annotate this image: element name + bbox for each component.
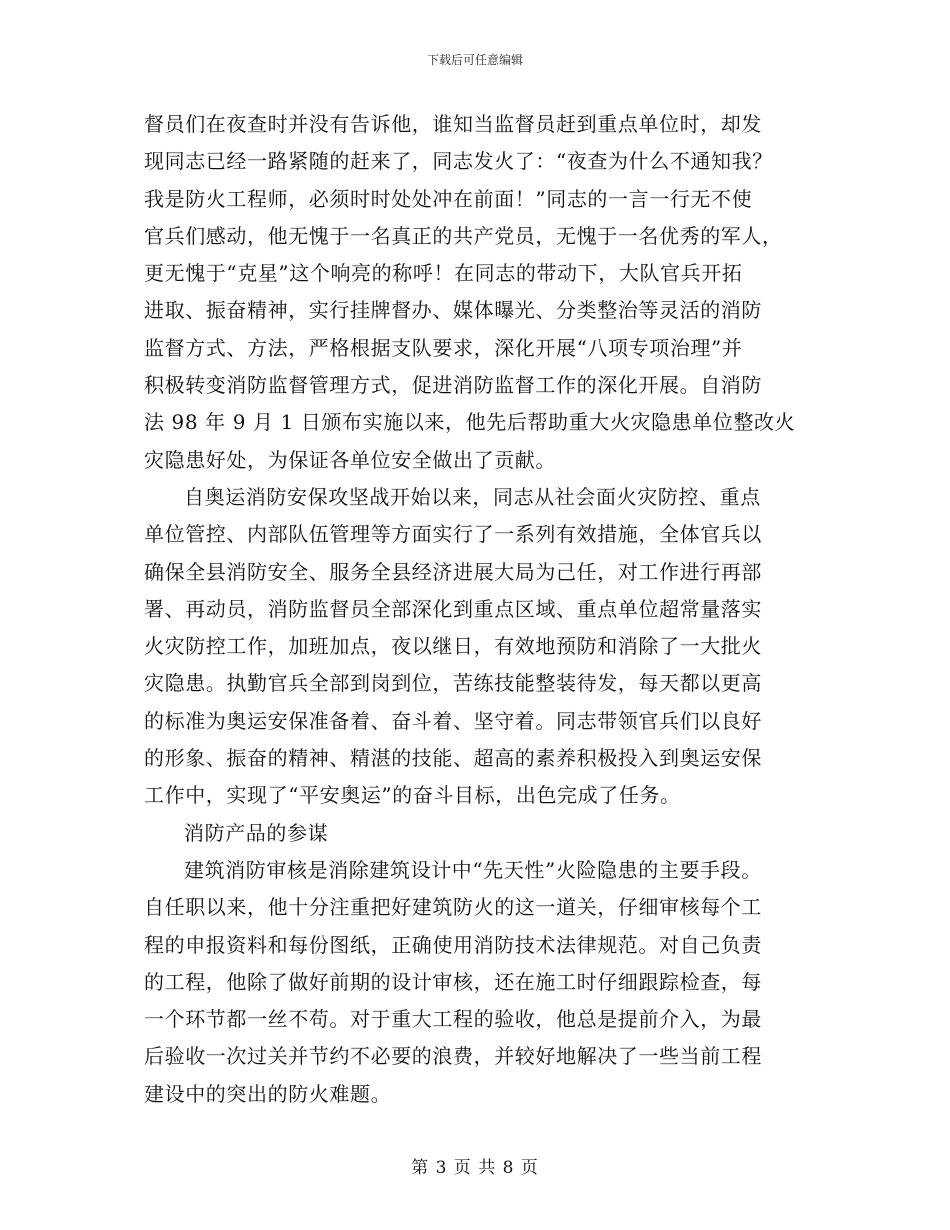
text-line: 的形象、振奋的精神、精湛的技能、超高的素养积极投入到奥运安保: [144, 746, 762, 771]
text-line: 署、再动员，消防监督员全部深化到重点区域、重点单位超常量落实: [144, 596, 762, 621]
text-line: 火灾防控工作，加班加点，夜以继日，有效地预防和消除了一大批火: [144, 634, 762, 659]
text-line: 监督方式、方法，严格根据支队要求，深化开展“八项专项治理”并: [144, 335, 743, 360]
text-line: 消防产品的参谋: [184, 820, 329, 845]
text-line: 官兵们感动，他无愧于一名真正的共产党员，无愧于一名优秀的军人，: [144, 223, 783, 248]
text-line: 确保全县消防安全、服务全县经济进展大局为己任，对工作进行再部: [144, 559, 762, 584]
text-line: 现同志已经一路紧随的赶来了，同志发火了：“夜查为什么不通知我？: [144, 149, 773, 174]
page-footer: 第 3 页 共 8 页: [411, 1158, 539, 1178]
text-line: 灾隐患好处，为保证各单位安全做出了贡献。: [144, 447, 556, 472]
text-line: 程的申报资料和每份图纸，正确使用消防技术法律规范。对自己负责: [144, 932, 762, 957]
text-line: 更无愧于“克星”这个响亮的称呼！在同志的带动下，大队官兵开拓: [144, 261, 743, 286]
text-line: 一个环节都一丝不苟。对于重大工程的验收，他总是提前介入，为最: [144, 1007, 762, 1032]
text-line: 建筑消防审核是消除建筑设计中“先天性”火险隐患的主要手段。: [184, 857, 762, 882]
text-line: 单位管控、内部队伍管理等方面实行了一系列有效措施，全体官兵以: [144, 522, 762, 547]
text-line: 自奥运消防安保攻坚战开始以来，同志从社会面火灾防控、重点: [184, 484, 761, 509]
text-line: 工作中，实现了“平安奥运”的奋斗目标，出色完成了任务。: [144, 783, 681, 808]
text-line: 进取、振奋精神，实行挂牌督办、媒体曝光、分类整治等灵活的消防: [144, 298, 762, 323]
text-line: 我是防火工程师，必须时时处处冲在前面！”同志的一言一行无不使: [144, 186, 753, 211]
text-line: 建设中的突出的防火难题。: [144, 1081, 392, 1106]
text-line: 督员们在夜查时并没有告诉他，谁知当监督员赶到重点单位时，却发: [144, 112, 762, 136]
document-body: [144, 106, 814, 1113]
text-line: 积极转变消防监督管理方式，促进消防监督工作的深化开展。自消防: [144, 373, 762, 398]
text-line: 灾隐患。执勤官兵全部到岗到位，苦练技能整装待发，每天都以更高: [144, 671, 762, 696]
text-line: 的工程，他除了做好前期的设计审核，还在施工时仔细跟踪检查，每: [144, 969, 762, 994]
text-line: 的标准为奥运安保准备着、奋斗着、坚守着。同志带领官兵们以良好: [144, 708, 762, 733]
text-line: 自任职以来，他十分注重把好建筑防火的这一道关，仔细审核每个工: [144, 895, 762, 920]
text-line: 后验收一次过关并节约不必要的浪费，并较好地解决了一些当前工程: [144, 1044, 762, 1069]
text-line: 法 98 年 9 月 1 日颁布实施以来，他先后帮助重大火灾隐患单位整改火: [144, 410, 796, 435]
page-header: 下载后可任意编辑: [426, 53, 523, 67]
